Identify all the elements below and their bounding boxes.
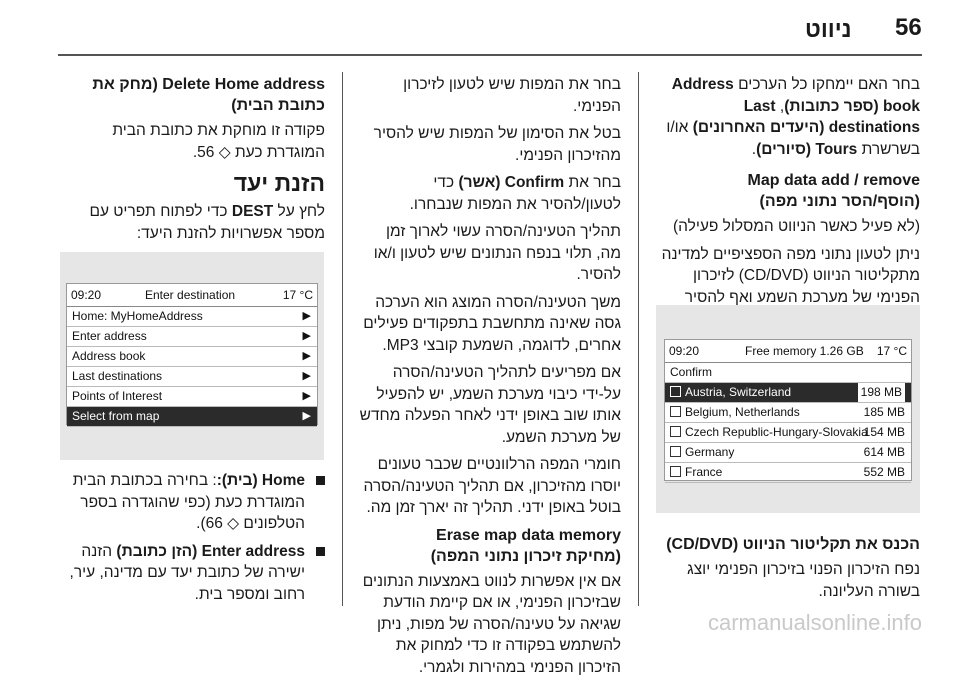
insert-cd-heading: הכנס את תקליטור הניווט (CD/DVD) xyxy=(666,536,920,553)
delete-home-heading: Delete Home address (מחק את כתובת הבית) xyxy=(92,76,325,114)
map-region-item[interactable] xyxy=(665,423,911,443)
free-memory-screen xyxy=(664,339,912,481)
free-memory-title: Free memory 1.26 GB xyxy=(745,344,864,358)
confirm-item[interactable]: Confirm xyxy=(665,363,911,383)
middle-column xyxy=(357,74,621,684)
destination-entry-text: לחץ על DEST כדי לפתוח תפריט עם מספר אפשרויות להזנת היעד: xyxy=(89,203,325,242)
destination-menu-item[interactable] xyxy=(67,407,317,427)
map-region-name: France xyxy=(685,465,723,479)
destination-menu xyxy=(67,307,317,427)
enter-destination-screenshot xyxy=(60,252,324,460)
clock: 09:20 xyxy=(669,344,700,358)
menu-item-label: Enter address xyxy=(72,329,147,343)
destination-menu-item[interactable] xyxy=(67,307,317,327)
chevron-right-icon: ▶ xyxy=(302,310,311,322)
add-remove-note: (לא פעיל כאשר הניווט המסלול פעילה) xyxy=(672,218,920,235)
insert-cd-text: נפח הזיכרון הפנוי בזיכרון הפנימי יוצג בשורה העליונה. xyxy=(687,561,920,600)
checkbox-icon[interactable] xyxy=(670,446,681,457)
menu-item-label: Home: MyHomeAddress xyxy=(72,309,203,323)
dest-status-bar xyxy=(67,284,317,307)
map-list xyxy=(665,383,911,483)
temperature: 17 °C xyxy=(282,288,313,302)
middle-paragraph-5: משך הטעינה/הסרה המוצג הוא הערכה גסה שאינה מתחשבת בתפקודים פעילים אחרים, לדוגמה, השמעת קובצי MP3. xyxy=(363,293,621,354)
middle-paragraph-4: תהליך הטעינה/הסרה עשוי לארוך זמן מה, תלוי בנפח הנתונים שיש לטעון ו/או להסיר. xyxy=(373,223,621,283)
map-region-size: 185 MB xyxy=(863,405,905,419)
middle-paragraph-6: אם מפריעים לתהליך הטעינה/הסרה על-ידי כיבוי מערכת השמע, יש להפעיל אותו שוב באופן ידני לאחר הפעלה מחדש של מערכת השמע. xyxy=(359,364,621,446)
checkbox-icon[interactable] xyxy=(670,406,681,417)
map-region-item[interactable] xyxy=(665,443,911,463)
middle-paragraph-1: בחר את המפות שיש לטעון לזיכרון הפנימי. xyxy=(403,76,621,115)
map-region-size: 198 MB xyxy=(858,383,905,402)
memory-status-bar xyxy=(665,340,911,363)
chevron-right-icon: ▶ xyxy=(302,370,311,382)
map-region-name: Belgium, Netherlands xyxy=(685,405,800,419)
menu-item-label: Points of Interest xyxy=(72,389,163,403)
header-rule xyxy=(58,54,922,56)
map-region-item[interactable] xyxy=(665,403,911,423)
left-column-lower xyxy=(60,470,325,611)
erase-heading: Erase map data memory (מחיקת זיכרון נתוני המפה) xyxy=(430,526,621,565)
enter-destination-title: Enter destination xyxy=(145,288,236,302)
destination-menu-item[interactable] xyxy=(67,327,317,347)
destination-menu-item[interactable] xyxy=(67,347,317,367)
page-number: 56 xyxy=(895,14,922,41)
destination-menu-item[interactable] xyxy=(67,387,317,407)
erase-description: אם אין אפשרות לנווט באמצעות הנתונים שבזיכרון הפנימי, או אם קיימת הודעת שגיאה על טעינה/הסרה של מפות, ניתן להשתמש בפקודה זו כדי למחוק את הזיכרון הפנימי במהירות ולגמרי. xyxy=(362,572,621,676)
chevron-right-icon: ▶ xyxy=(302,330,311,342)
enter-destination-screen xyxy=(66,283,318,425)
chevron-right-icon: ▶ xyxy=(302,410,311,422)
clock: 09:20 xyxy=(71,288,102,302)
menu-item-label: Address book xyxy=(72,349,146,363)
middle-paragraph-2: בטל את הסימון של המפות שיש להסיר מהזיכרון הפנימי. xyxy=(373,125,621,164)
delete-home-text: פקודה זו מוחקת את כתובת הבית המוגדרת כעת ◇ 56. xyxy=(112,122,325,161)
column-divider-left xyxy=(342,72,343,606)
chevron-right-icon: ▶ xyxy=(302,390,311,402)
bullet-home: Home (בית):: בחירה בכתובת הבית המוגדרת כעת (כפי שהוגדרה בספר הטלפונים ◇ 66). xyxy=(60,470,325,535)
left-column xyxy=(60,74,325,250)
map-region-size: 154 MB xyxy=(863,425,905,439)
checkbox-icon[interactable] xyxy=(670,466,681,477)
middle-paragraph-3: בחר את Confirm (אשר) כדי לטעון/להסיר את המפות שנבחרו. xyxy=(409,174,621,213)
menu-item-label: Last destinations xyxy=(72,369,163,383)
checkbox-icon[interactable] xyxy=(670,426,681,437)
map-region-size: 552 MB xyxy=(863,465,905,479)
checkbox-checked-icon[interactable] xyxy=(670,386,681,397)
column-divider-right xyxy=(638,72,639,606)
middle-paragraph-7: חומרי המפה הרלוונטיים שכבר טעונים יוסרו מהזיכרון, אם תהליך הטעינה/הסרה בוטל באופן ידני. תהליך זה יארך זמן מה. xyxy=(363,456,621,516)
map-region-item[interactable] xyxy=(665,463,911,483)
right-column xyxy=(654,74,920,336)
map-region-name: Germany xyxy=(685,445,735,459)
map-region-item[interactable] xyxy=(665,383,911,403)
page-header-title: ניווט xyxy=(805,16,852,42)
right-paragraph-1: בחר האם יימחקו כל הערכים Address book (ספר כתובות), Last destinations (היעדים האחרונים) או/ו בשרשרת Tours (סיורים). xyxy=(666,76,920,158)
destination-menu-item[interactable] xyxy=(67,367,317,387)
watermark: carmanualsonline.info xyxy=(707,610,922,635)
add-remove-description: ניתן לטעון נתוני מפה הספציפיים למדינה מתקליטור הניווט (CD/DVD) לזיכרון הפנימי של מערכת השמע ואף להסיר xyxy=(661,245,920,306)
temperature: 17 °C xyxy=(876,344,907,358)
chevron-right-icon: ▶ xyxy=(302,350,311,362)
bullet-square-icon xyxy=(316,476,325,485)
add-remove-heading: Map data add / remove (הוסף/הסר נתוני מפה) xyxy=(747,172,920,210)
right-column-lower xyxy=(654,534,920,608)
map-region-name: Austria, Switzerland xyxy=(685,385,792,399)
map-region-size: 614 MB xyxy=(863,445,905,459)
map-region-name: Czech Republic-Hungary-Slovakia xyxy=(685,425,868,439)
bullet-square-icon xyxy=(316,547,325,556)
bullet-enter-address: Enter address (הזן כתובת) הזנה ישירה של כתובת יעד עם מדינה, עיר, רחוב ומספר בית. xyxy=(60,541,325,606)
destination-entry-heading: הזנת יעד xyxy=(233,170,325,196)
free-memory-screenshot xyxy=(656,305,920,513)
menu-item-label: Select from map xyxy=(72,409,160,423)
